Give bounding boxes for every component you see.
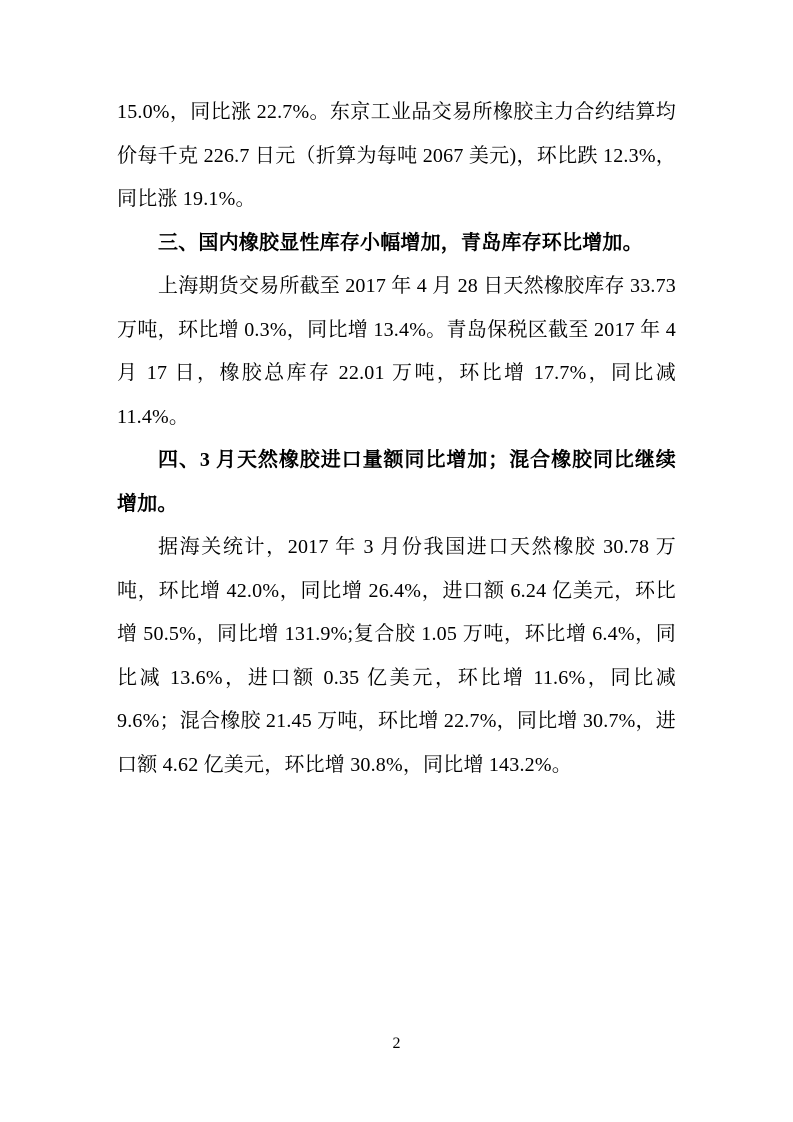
body-paragraph: 上海期货交易所截至 2017 年 4 月 28 日天然橡胶库存 33.73 万吨，环比增 0.3%，同比增 13.4%。青岛保税区截至 2017 年 4 月 17 日，橡胶总库存 22.01 万吨，环比增 17.7%，同比减 11.4%。 — [117, 275, 676, 428]
body-paragraph: 据海关统计，2017 年 3 月份我国进口天然橡胶 30.78 万吨，环比增 42.0%，同比增 26.4%，进口额 6.24 亿美元，环比增 50.5%，同比增 131.9%;复合胶 1.05 万吨，环比增 6.4%，同比减 13.6%，进口额 0.35 亿美元，环比增 11.6%，同比减 9.6%；混合橡胶 21.45 万吨，环比增 22.7%，同比增 30.7%，进口额 4.62 亿美元，环比增 30.8%，同比增 143.2%。 — [117, 536, 676, 776]
document-body — [117, 91, 676, 787]
body-paragraph: 15.0%，同比涨 22.7%。东京工业品交易所橡胶主力合约结算均价每千克 226.7 日元（折算为每吨 2067 美元)，环比跌 12.3%，同比涨 19.1%。 — [117, 101, 676, 210]
section-heading: 三、国内橡胶显性库存小幅增加，青岛库存环比增加。 — [158, 231, 643, 254]
section-heading: 四、3 月天然橡胶进口量额同比增加；混合橡胶同比继续增加。 — [117, 449, 676, 515]
page-number: 2 — [392, 1035, 401, 1052]
